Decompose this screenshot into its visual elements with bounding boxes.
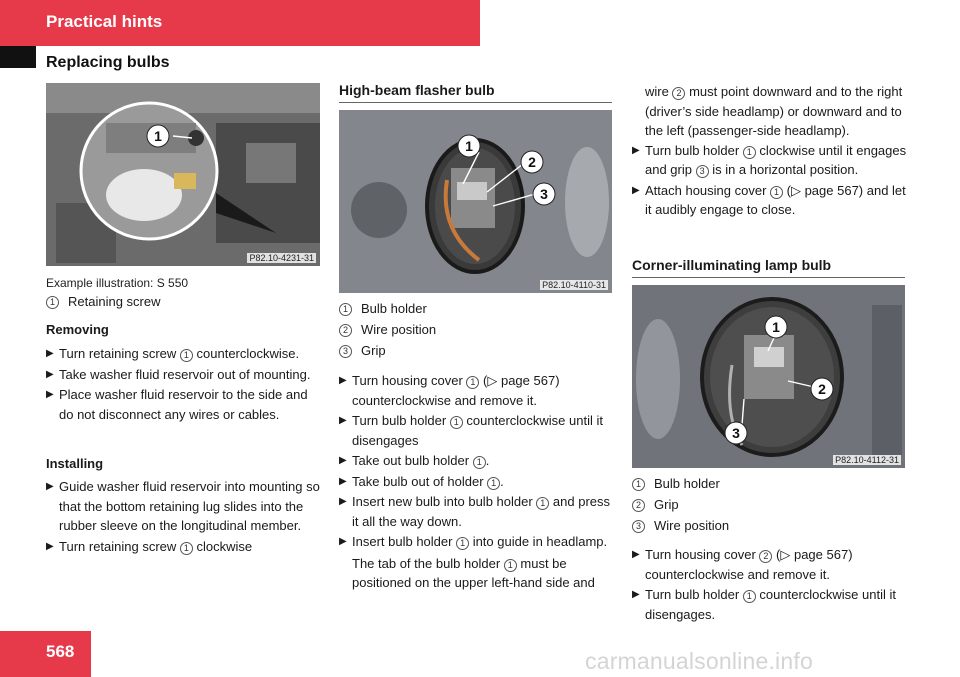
step-item: ▶ Take bulb out of holder 1 . [339, 472, 617, 492]
step-arrow-icon: ▶ [46, 540, 54, 552]
section-marker [0, 46, 36, 68]
legend-item: 3 Grip [339, 340, 436, 361]
step-arrow-icon: ▶ [339, 496, 347, 507]
callout-3: 3 [540, 186, 548, 202]
ref-number: 1 [180, 542, 193, 555]
step-arrow-icon: ▶ [339, 375, 347, 386]
step-item: ▶ Place washer fluid reservoir to the side and do not disconnect any wires or cables. [46, 387, 308, 422]
step-arrow-icon: ▶ [632, 144, 640, 156]
headlamp-illustration [339, 110, 612, 293]
callout-1: 1 [154, 128, 162, 144]
continued-paragraph: wire 2 must point downward and to the right (driver’s side headlamp) or downward and to the left (passenger-side headlamp). [645, 84, 903, 138]
callout-1: 1 [465, 138, 473, 154]
step-arrow-icon: ▶ [46, 481, 54, 492]
middle-legend [339, 298, 436, 361]
removing-steps [46, 344, 324, 425]
step-arrow-icon: ▶ [339, 475, 347, 487]
step-item: ▶ Guide washer fluid reservoir into mounting so that the bottom retaining lug slides into the rubber sleeve on the longitudinal member. [46, 479, 320, 533]
step-arrow-icon: ▶ [632, 589, 640, 600]
corner-lamp-steps [632, 545, 910, 625]
step-item: ▶ Insert new bulb into bulb holder 1 and press it all the way down. [339, 494, 610, 529]
step-arrow-icon: ▶ [339, 415, 347, 426]
photo-code: P82.10-4231-31 [249, 253, 314, 263]
step-arrow-icon: ▶ [339, 455, 347, 466]
legend-item: 1 Bulb holder [339, 298, 436, 319]
legend-text: Retaining screw [68, 294, 161, 309]
corner-lamp-illustration [632, 285, 905, 468]
step-item: ▶ Take washer fluid reservoir out of mounting. [46, 365, 324, 385]
legend-number: 1 [46, 296, 59, 309]
corner-lamp-heading: Corner-illuminating lamp bulb [632, 257, 905, 278]
removing-heading: Removing [46, 322, 109, 337]
step-arrow-icon: ▶ [632, 549, 640, 560]
step-item: ▶ Turn bulb holder 1 counterclockwise until it disengages. [632, 587, 896, 622]
high-beam-photo [339, 110, 612, 293]
installing-heading: Installing [46, 456, 104, 471]
page-number: 568 [46, 642, 75, 661]
legend-item: 2 Grip [632, 494, 729, 515]
step-arrow-icon: ▶ [339, 536, 347, 547]
watermark: carmanualsonline.info [585, 648, 813, 674]
engine-bay-illustration [46, 83, 320, 266]
legend-item: 1 Bulb holder [632, 473, 729, 494]
high-beam-heading: High-beam flasher bulb [339, 82, 612, 103]
step-item: ▶ Insert bulb holder 1 into guide in headlamp. [339, 532, 617, 552]
installing-steps [46, 477, 324, 557]
step-item: ▶ Turn retaining screw 1 counterclockwise. [46, 344, 324, 364]
legend-item [46, 291, 161, 312]
callout-2: 2 [528, 154, 536, 170]
photo-code: P82.10-4112-31 [835, 455, 899, 465]
step-item: ▶ Turn bulb holder 1 counterclockwise until it disengages [339, 413, 603, 448]
chapter-title: Practical hints [46, 12, 163, 31]
step-item: ▶ Turn bulb holder 1 clockwise until it engages and grip 3 is in a horizontal position. [632, 142, 907, 177]
right-legend [632, 473, 729, 536]
callout-2: 2 [818, 381, 826, 397]
step-item: ▶ Turn housing cover 2 (▷ page 567) counterclockwise and remove it. [632, 547, 853, 582]
right-top-steps [632, 82, 910, 221]
note-paragraph: The tab of the bulb holder 1 must be positioned on the upper left-hand side and [352, 555, 595, 590]
high-beam-steps [339, 371, 617, 593]
step-item: ▶ Attach housing cover 1 (▷ page 567) and let it audibly engage to close. [632, 182, 906, 217]
corner-lamp-photo [632, 285, 905, 468]
step-item: ▶ Turn retaining screw 1 clockwise [46, 537, 324, 557]
engine-bay-photo [46, 83, 320, 266]
legend-item: 2 Wire position [339, 319, 436, 340]
photo-caption: Example illustration: S 550 [46, 276, 189, 290]
step-arrow-icon: ▶ [46, 348, 54, 359]
step-item: ▶ Turn housing cover 1 (▷ page 567) counterclockwise and remove it. [339, 373, 560, 408]
legend-item: 3 Wire position [632, 515, 729, 536]
step-arrow-icon: ▶ [632, 184, 640, 196]
photo-code: P82.10-4110-31 [542, 280, 606, 290]
callout-3: 3 [732, 425, 740, 441]
ref-number: 1 [180, 349, 193, 362]
step-arrow-icon: ▶ [46, 368, 54, 380]
section-title: Replacing bulbs [46, 54, 170, 71]
left-legend [46, 291, 161, 312]
step-arrow-icon: ▶ [46, 389, 54, 400]
callout-1: 1 [772, 319, 780, 335]
step-item: ▶ Take out bulb holder 1 . [339, 451, 617, 471]
